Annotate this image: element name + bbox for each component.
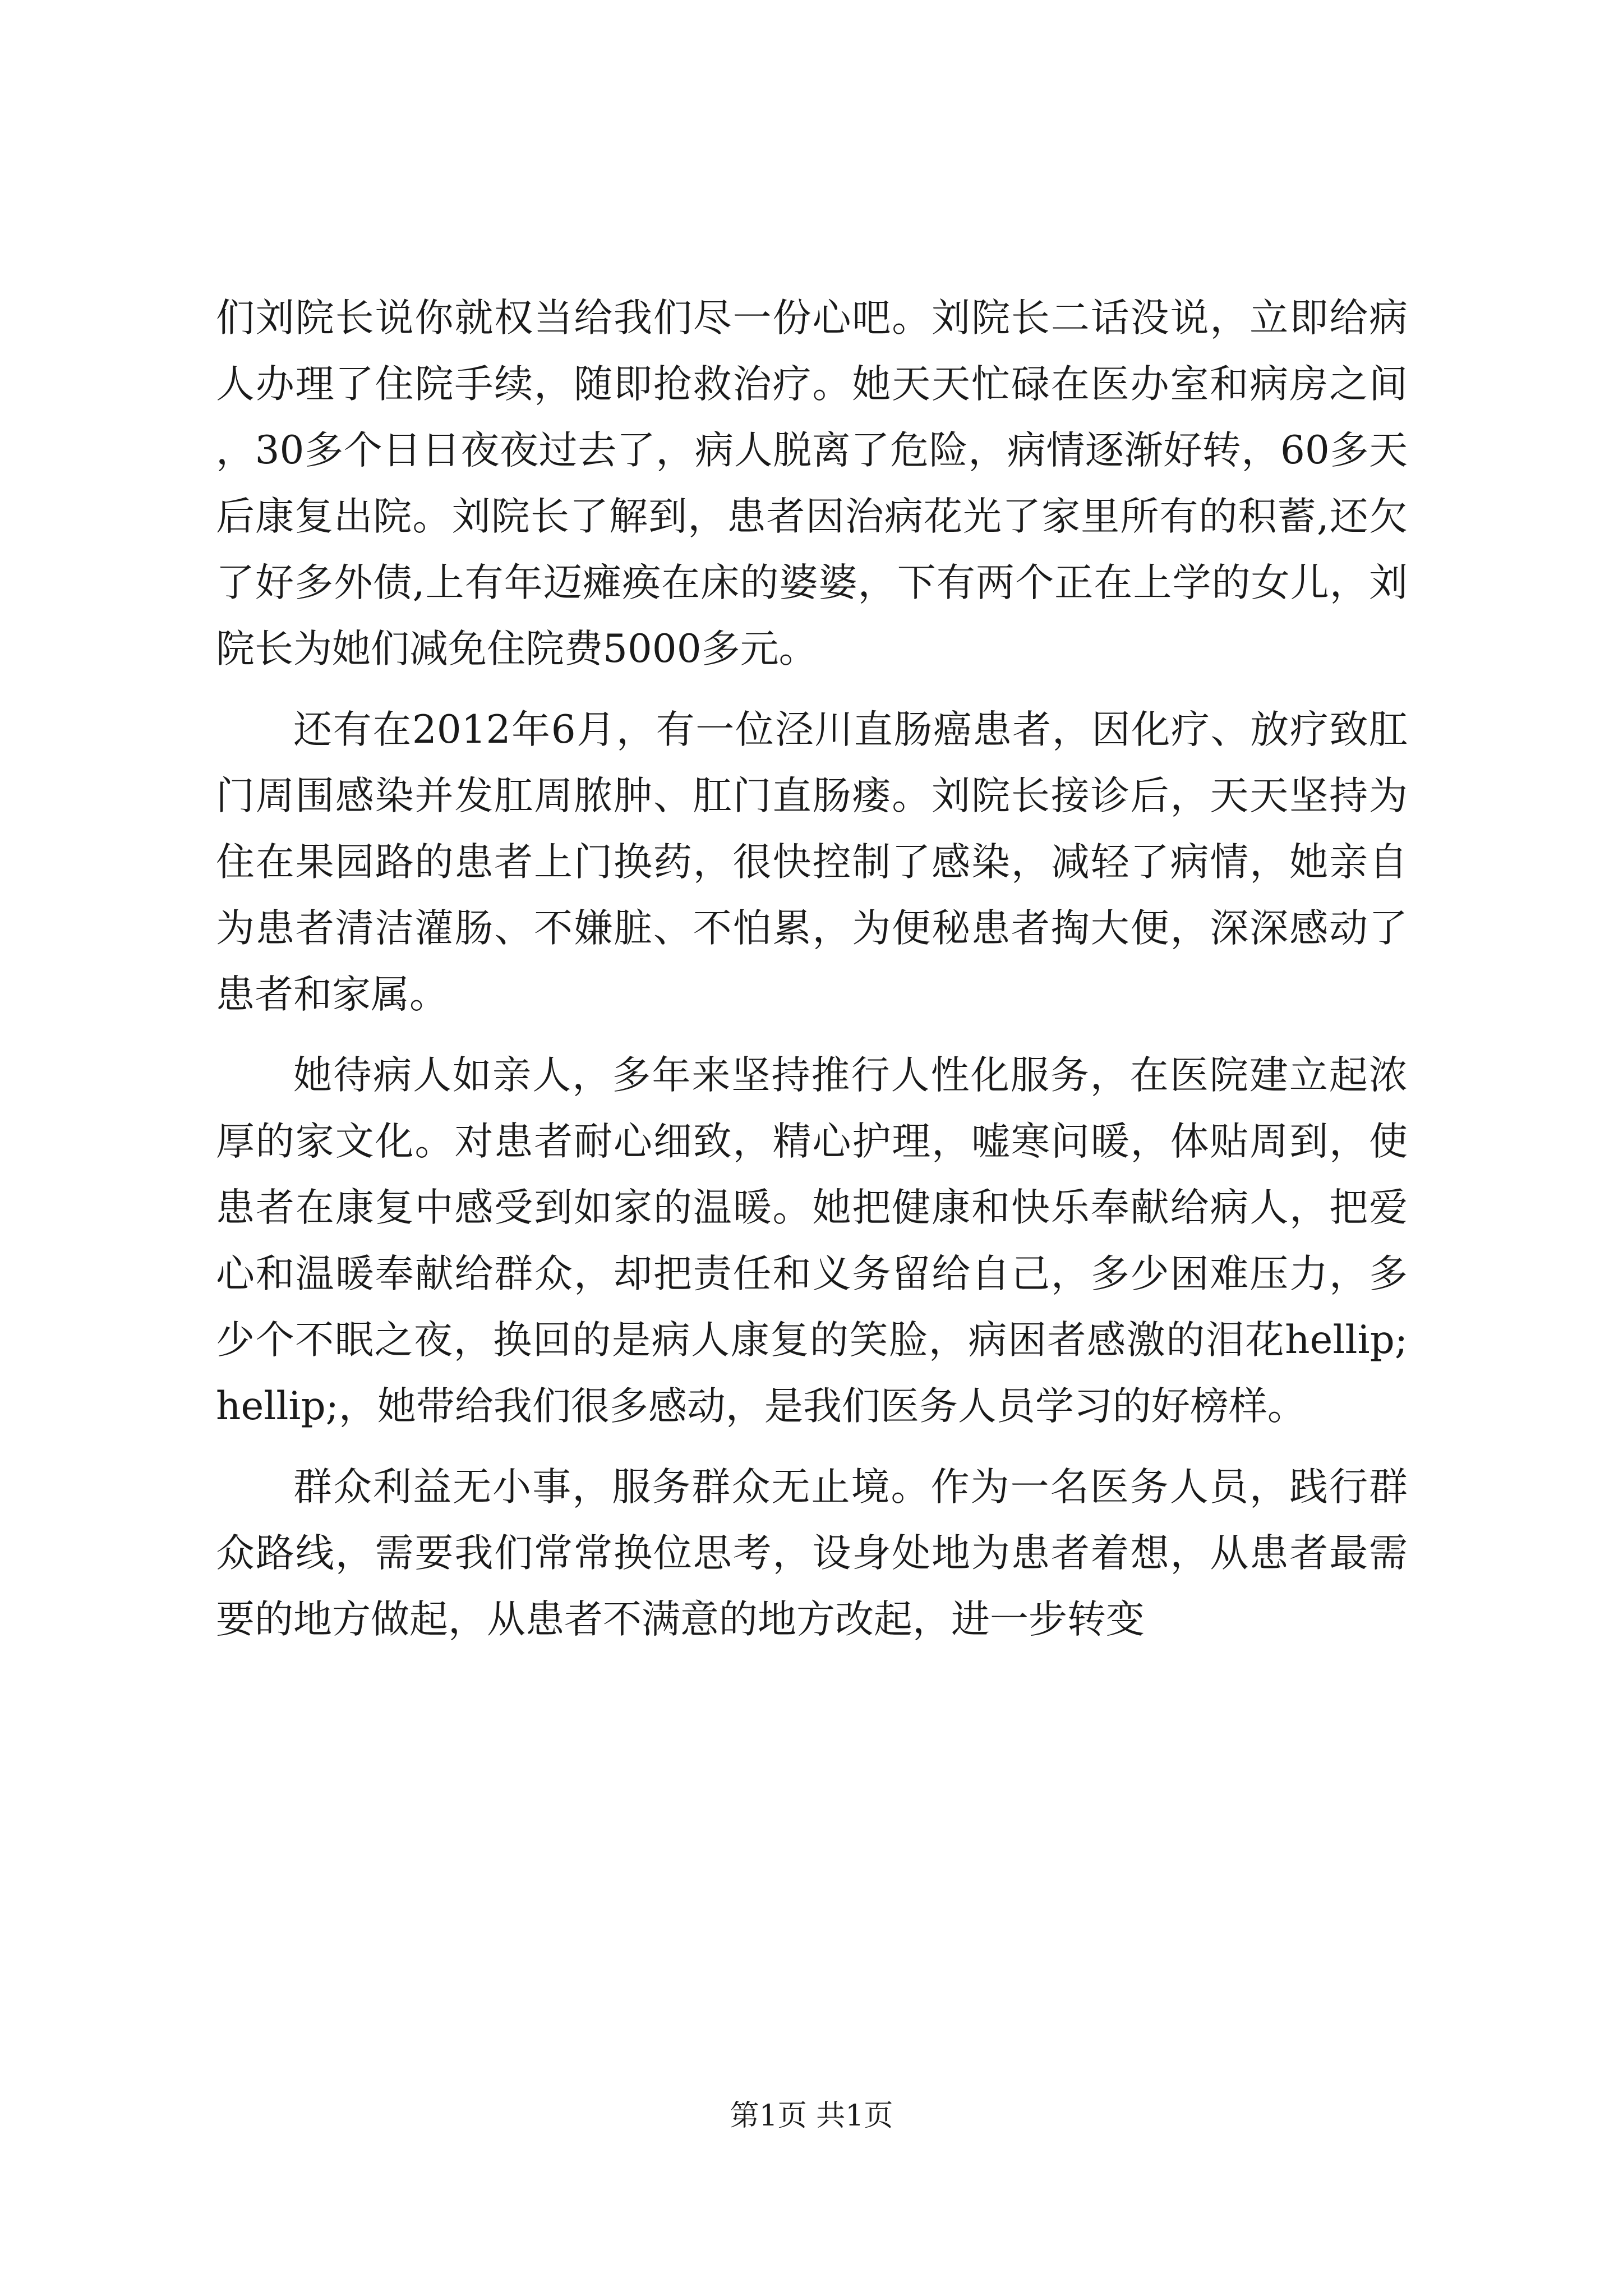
paragraph-2: 还有在2012年6月，有一位泾川直肠癌患者，因化疗、放疗致肛门周围感染并发肛周脓肿、肛门直肠瘘。刘院长接诊后，天天坚持为住在果园路的患者上门换药，很快控制了感染，减轻了病情，她亲自为患者清洁灌肠、不嫌脏、不怕累，为便秘患者掏大便，深深感动了患者和家属。 [216, 707, 1408, 1017]
paragraph-3: 她待病人如亲人，多年来坚持推行人性化服务，在医院建立起浓厚的家文化。对患者耐心细致，精心护理，嘘寒问暖，体贴周到，使患者在康复中感受到如家的温暖。她把健康和快乐奉献给病人，把爱心和温暖奉献给群众，却把责任和义务留给自己，多少困难压力，多少个不眠之夜，换回的是病人康复的笑脸，病困者感激的泪花hellip;hellip;，她带给我们很多感动，是我们医务人员学习的好榜样。 [216, 1053, 1408, 1429]
paragraph-1: 们刘院长说你就权当给我们尽一份心吧。刘院长二话没说，立即给病人办理了住院手续，随即抢救治疗。她天天忙碌在医办室和病房之间，30多个日日夜夜过去了，病人脱离了危险，病情逐渐好转，60多天后康复出院。刘院长了解到，患者因治病花光了家里所有的积蓄,还欠了好多外债,上有年迈瘫痪在床的婆婆，下有两个正在上学的女儿，刘院长为她们减免住院费5000多元。 [216, 296, 1408, 671]
paragraph-gap [216, 1439, 1408, 1454]
document-body [216, 285, 1408, 1653]
page-footer [0, 2098, 1623, 2134]
paragraph-4: 群众利益无小事，服务群众无止境。作为一名医务人员，践行群众路线，需要我们常常换位思考，设身处地为患者着想，从患者最需要的地方做起，从患者不满意的地方改起，进一步转变 [216, 1465, 1408, 1642]
page-number-label: 第1页 共1页 [730, 2099, 893, 2133]
paragraph-gap [216, 1028, 1408, 1042]
paragraph-gap [216, 682, 1408, 697]
